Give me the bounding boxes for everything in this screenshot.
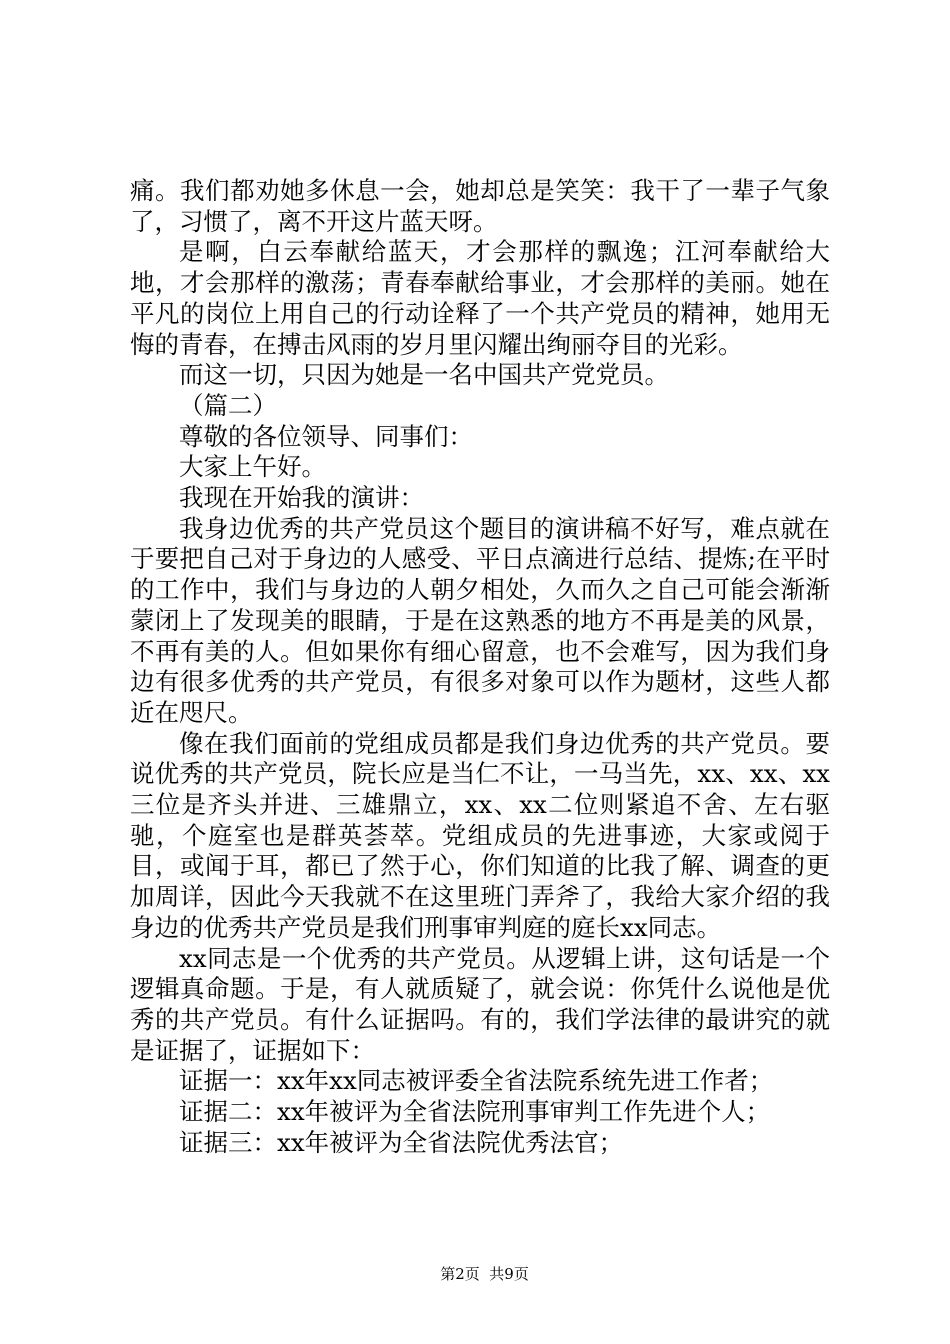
paragraph: 是啊，白云奉献给蓝天，才会那样的飘逸；江河奉献给大地，才会那样的激荡；青春奉献给事业，才会那样的美丽。她在平凡的岗位上用自己的行动诠释了一个共产党员的精神，她用无悔的青春，在搏击风雨的岁月里闪耀出绚丽夺目的光彩。 [130,237,830,359]
evidence-item: 证据二：xx年被评为全省法院刑事审判工作先进个人； [179,1097,771,1127]
page-footer [0,1244,950,1304]
greeting: 大家上午好。 [179,452,326,482]
paragraph: 痛。我们都劝她多休息一会，她却总是笑笑：我干了一辈子气象了，习惯了，离不开这片蓝天呀。 [130,176,830,236]
paragraph: xx同志是一个优秀的共产党员。从逻辑上讲，这句话是一个逻辑真命题。于是，有人就质疑了，就会说：你凭什么说他是优秀的共产党员。有什么证据吗。有的，我们学法律的最讲究的就是证据了，证据如下： [130,943,830,1065]
paragraph: 我现在开始我的演讲： [179,483,424,513]
paragraph: 我身边优秀的共产党员这个题目的演讲稿不好写，难点就在于要把自己对于身边的人感受、平日点滴进行总结、提炼;在平时的工作中，我们与身边的人朝夕相处，久而久之自己可能会渐渐蒙闭上了发现美的眼睛，于是在这熟悉的地方不再是美的风景，不再有美的人。但如果你有细心留意，也不会难写，因为我们身边有很多优秀的共产党员，有很多对象可以作为题材，这些人都近在咫尺。 [130,513,830,727]
document-body [130,176,830,1159]
paragraph: 而这一切，只因为她是一名中国共产党党员。 [179,360,669,390]
section-heading: （篇二） [179,390,277,420]
salutation: 尊敬的各位领导、同事们： [179,421,473,451]
page-number-label: 第2页 共9页 [440,1265,529,1283]
evidence-item: 证据三：xx年被评为全省法院优秀法官； [179,1127,624,1157]
paragraph: 像在我们面前的党组成员都是我们身边优秀的共产党员。要说优秀的共产党员，院长应是当仁不让，一马当先，xx、xx、xx三位是齐头并进、三雄鼎立，xx、xx二位则紧追不舍、左右驱驰，个庭室也是群英荟萃。党组成员的先进事迹，大家或阅于目，或闻于耳，都已了然于心，你们知道的比我了解、调查的更加周详，因此今天我就不在这里班门弄斧了，我给大家介绍的我身边的优秀共产党员是我们刑事审判庭的庭长xx同志。 [130,728,830,942]
evidence-item: 证据一：xx年xx同志被评委全省法院系统先进工作者； [179,1066,774,1096]
